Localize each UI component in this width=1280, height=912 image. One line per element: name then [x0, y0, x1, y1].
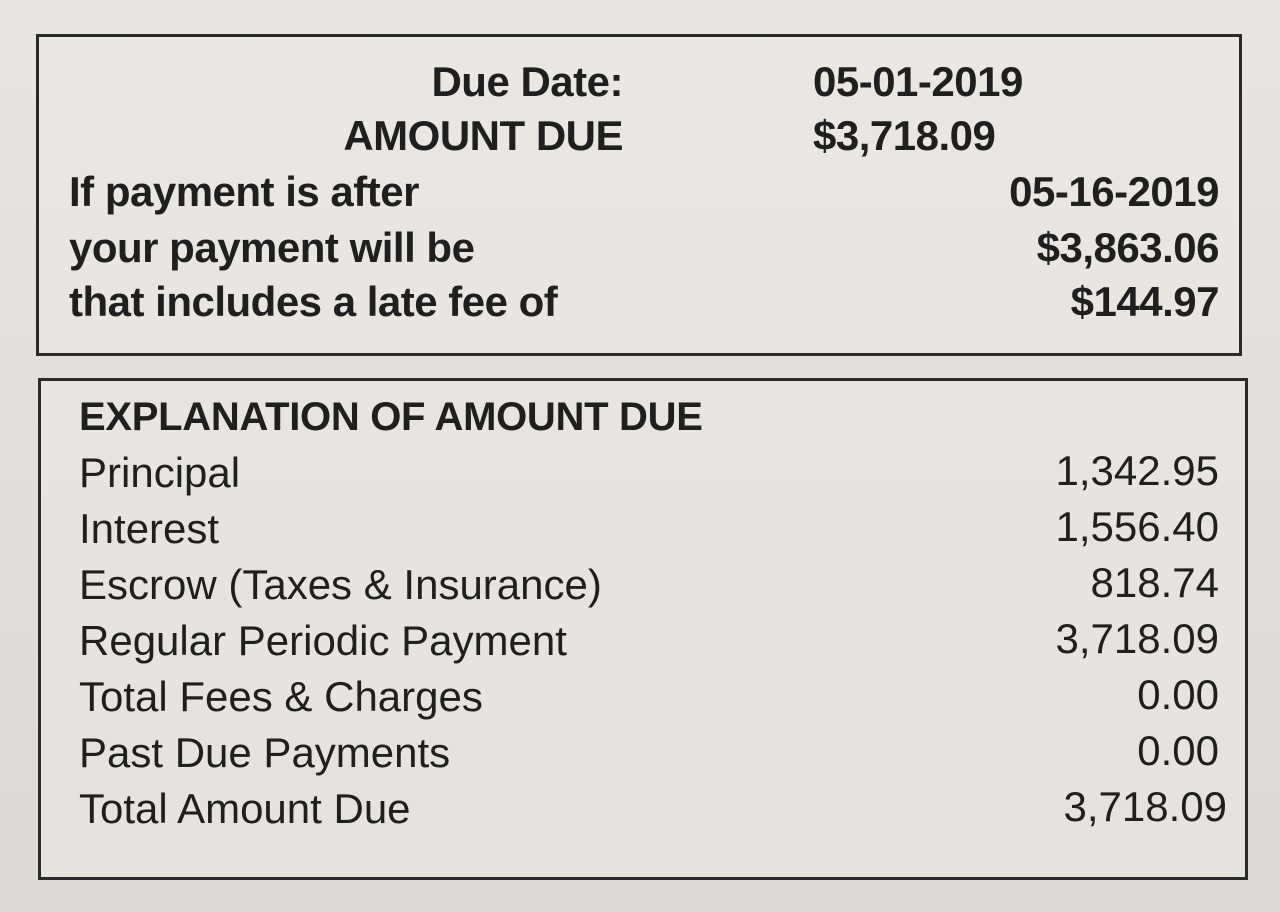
due-date-value: 05-01-2019: [813, 58, 1023, 105]
late-payment-amount: $3,863.06: [1036, 224, 1219, 271]
row-label-total-due: Total Amount Due: [79, 785, 411, 832]
row-value-past-due: 0.00: [1137, 727, 1219, 774]
row-label-past-due: Past Due Payments: [79, 729, 451, 776]
row-value-escrow: 818.74: [1090, 559, 1219, 606]
due-date-label: Due Date:: [431, 58, 623, 105]
amount-due-label: AMOUNT DUE: [343, 112, 623, 159]
late-payment-line2: your payment will be: [69, 224, 475, 271]
amount-due-value: $3,718.09: [813, 112, 996, 159]
row-value-total-due: 3,718.09: [1063, 783, 1227, 830]
payment-summary-box: [36, 34, 1242, 356]
late-fee-value: $144.97: [1070, 278, 1219, 325]
row-label-fees-charges: Total Fees & Charges: [79, 673, 483, 720]
late-payment-date: 05-16-2019: [1009, 168, 1219, 215]
row-value-principal: 1,342.95: [1055, 447, 1219, 494]
explanation-box: [38, 378, 1248, 880]
late-payment-line3: that includes a late fee of: [69, 278, 558, 325]
row-label-escrow: Escrow (Taxes & Insurance): [79, 561, 602, 608]
row-value-fees-charges: 0.00: [1137, 671, 1219, 718]
row-label-interest: Interest: [79, 505, 220, 552]
row-value-interest: 1,556.40: [1055, 503, 1219, 550]
row-label-regular-payment: Regular Periodic Payment: [79, 617, 567, 664]
late-payment-line1: If payment is after: [69, 168, 419, 215]
row-value-regular-payment: 3,718.09: [1055, 615, 1219, 662]
row-label-principal: Principal: [79, 449, 241, 496]
explanation-heading: EXPLANATION OF AMOUNT DUE: [79, 395, 703, 439]
